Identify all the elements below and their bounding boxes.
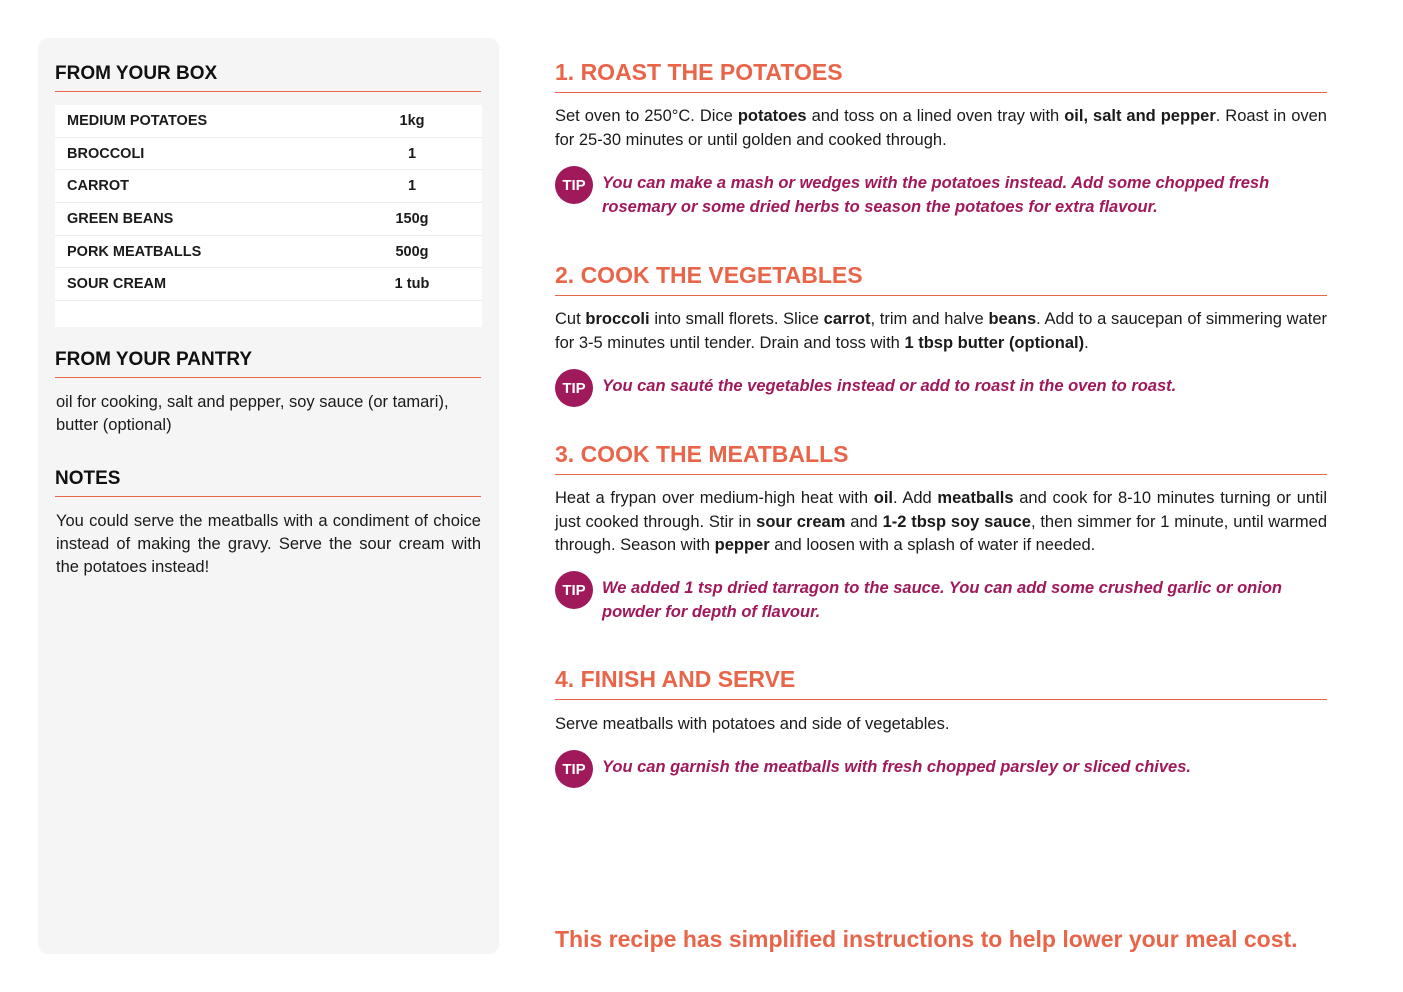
ingredient-qty: 1 tub: [394, 276, 430, 293]
text-run: . Roast in oven for 25-30 minutes or until golden and cooked through.: [555, 107, 1327, 149]
pantry-text: oil for cooking, salt and pepper, soy sauce (or tamari), butter (optional): [56, 393, 449, 434]
text-run: .: [1084, 333, 1089, 352]
text-run: and cook for 8-10 minutes turning or until just cooked through. Stir in: [555, 489, 1327, 531]
ingredient-name: BROCCOLI: [67, 145, 145, 162]
from-your-box-heading: FROM YOUR BOX: [55, 63, 481, 92]
ingredient-qty: 1: [407, 145, 417, 162]
step-4-title: 4. FINISH AND SERVE: [555, 666, 1327, 700]
step-1-title: 1. ROAST THE POTATOES: [555, 59, 1327, 93]
tip-badge: TIP: [555, 166, 593, 204]
step-1-tip: [555, 166, 1327, 219]
text-run: and loosen with a splash of water if needed.: [769, 536, 1096, 554]
bold-ingredient: 1-2 tbsp soy sauce: [882, 512, 1031, 531]
ingredient-row: [55, 268, 482, 301]
ingredient-name: MEDIUM POTATOES: [67, 112, 208, 129]
ingredient-name: GREEN BEANS: [67, 210, 174, 227]
tip-text: You can garnish the meatballs with fresh chopped parsley or sliced chives.: [602, 758, 1191, 776]
text-run: and toss on a lined oven tray with: [806, 107, 1065, 125]
tip-badge: TIP: [555, 571, 593, 609]
tip-badge: TIP: [555, 369, 593, 407]
step-3-tip: [555, 571, 1327, 624]
ingredients-table: [55, 105, 482, 327]
ingredient-row: [55, 138, 482, 171]
step-2-body: [555, 308, 1327, 355]
text-run: , then simmer for 1 minute, until warmed through. Season with: [555, 512, 1327, 554]
bold-ingredient: oil: [873, 489, 893, 507]
text-run: Heat a frypan over medium-high heat with: [555, 489, 874, 507]
ingredient-row: [55, 236, 482, 269]
tip-badge: TIP: [555, 750, 593, 788]
ingredients-panel: [38, 38, 499, 954]
bold-ingredient: 1 tbsp butter (optional): [904, 333, 1085, 352]
step-2-title: 2. COOK THE VEGETABLES: [555, 262, 1327, 296]
step-3-body: [555, 487, 1327, 558]
ingredient-row: [55, 203, 482, 236]
text-run: , trim and halve: [870, 310, 989, 328]
bold-ingredient: beans: [988, 310, 1037, 328]
step-4-tip: [555, 750, 1327, 788]
ingredient-row: [55, 170, 482, 203]
bold-ingredient: pepper: [714, 536, 770, 554]
text-run: and: [845, 512, 883, 531]
ingredient-qty: 1kg: [399, 112, 425, 129]
notes-heading: NOTES: [55, 468, 481, 497]
tip-text: You can make a mash or wedges with the potatoes instead. Add some chopped fresh rosemary or some dried herbs to season the potatoes for extra flavour.: [602, 174, 1270, 216]
step-3-title: 3. COOK THE MEATBALLS: [555, 441, 1327, 475]
ingredient-name: CARROT: [67, 178, 130, 195]
bold-ingredient: potatoes: [737, 107, 807, 125]
text-run: Cut: [555, 310, 586, 328]
bold-ingredient: carrot: [823, 310, 871, 328]
ingredient-name: PORK MEATBALLS: [67, 243, 202, 260]
step-4-body: [555, 713, 1327, 737]
ingredient-row: [55, 105, 482, 138]
text-run: Set oven to 250°C. Dice: [555, 107, 738, 125]
ingredient-qty: 150g: [395, 210, 429, 227]
ingredient-qty: 1: [407, 178, 417, 195]
text-run: . Add: [892, 489, 938, 507]
ingredient-name: SOUR CREAM: [67, 276, 167, 293]
footer-note: This recipe has simplified instructions to help lower your meal cost.: [555, 926, 1298, 952]
step-2-tip: [555, 369, 1327, 407]
notes-text: You could serve the meatballs with a condiment of choice instead of making the gravy. Serve the sour cream with the potatoes instead!: [56, 512, 481, 576]
text-run: . Add to a saucepan of simmering water for 3-5 minutes until tender. Drain and toss with: [555, 310, 1328, 352]
bold-ingredient: sour cream: [756, 512, 846, 531]
from-your-pantry-heading: FROM YOUR PANTRY: [55, 349, 481, 378]
tip-text: You can sauté the vegetables instead or add to roast in the oven to roast.: [602, 377, 1177, 395]
ingredient-qty: 500g: [395, 243, 429, 260]
step-1-body: [555, 105, 1327, 152]
text-run: into small florets. Slice: [649, 310, 824, 328]
bold-ingredient: broccoli: [585, 310, 650, 328]
tip-text: We added 1 tsp dried tarragon to the sauce. You can add some crushed garlic or onion powder for depth of flavour.: [602, 579, 1283, 621]
bold-ingredient: oil, salt and pepper: [1064, 107, 1216, 125]
text-run: Serve meatballs with potatoes and side of vegetables.: [555, 715, 950, 733]
bold-ingredient: meatballs: [937, 489, 1014, 507]
